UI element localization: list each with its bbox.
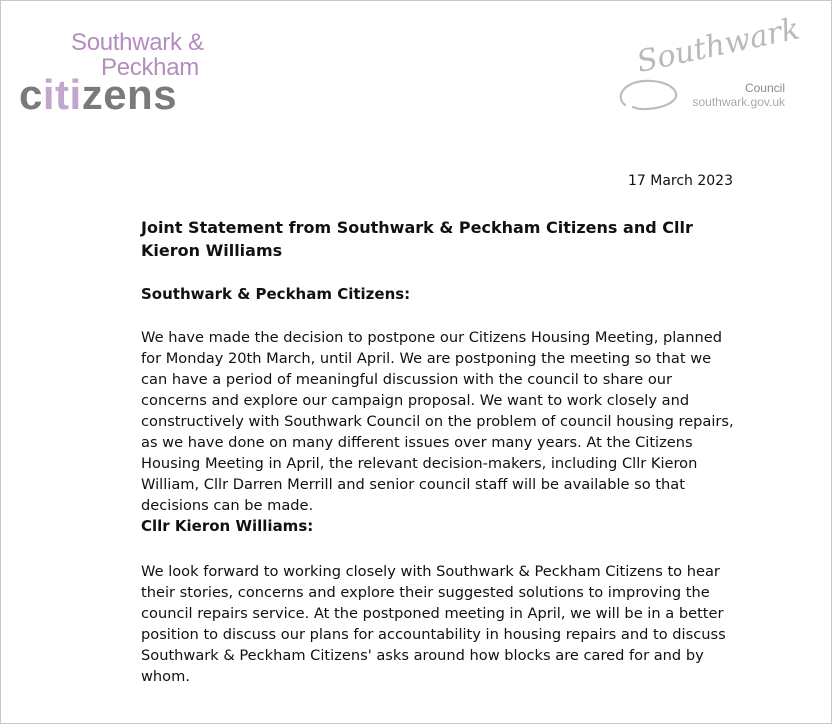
section-body-citizens: We have made the decision to postpone our Citizens Housing Meeting, planned for Monday 20th March, until April. We are postponing the meeting so that we can have a period of meaningful discussion with the council to share our concerns and explore our campaign proposal. We want to work closely and constructively with Southwark Council on the problem of council housing repairs, as we have done on many different issues over many years. At the Citizens Housing Meeting in April, the relevant decision-makers, including Cllr Kieron William, Cllr Darren Merrill and senior council staff will be available so that decisions can be made. [141,329,734,514]
wordmark-part-2: iti [42,71,82,118]
document-title: Joint Statement from Southwark & Peckham Citizens and Cllr Kieron Williams [141,218,693,260]
wordmark-part-1: c [19,71,43,118]
section-body-cllr: We look forward to working closely with Southwark & Peckham Citizens to hear their stories, concerns and explore their suggested solutions to improving the council repairs service. At the postponed meeting in April, we will be in a better position to discuss our plans for accountability in housing repairs and to discuss Southwark & Peckham Citizens' asks around how blocks are cared for and by whom. [141,563,726,685]
southwark-peckham-citizens-logo [19,29,219,119]
logo-line-1: Southwark & [71,29,204,56]
document-date: 17 March 2023 [627,173,733,189]
council-url: southwark.gov.uk [692,95,785,109]
southwark-script-wordmark: Southwark [633,11,803,81]
logo-line-2: Peckham [101,54,199,81]
citizens-wordmark [19,71,178,118]
southwark-council-logo [613,11,803,117]
wordmark-part-3: zens [81,71,178,118]
section-heading-cllr: Cllr Kieron Williams: [141,517,314,535]
council-label: Council [744,81,785,95]
section-heading-citizens: Southwark & Peckham Citizens: [141,285,411,303]
